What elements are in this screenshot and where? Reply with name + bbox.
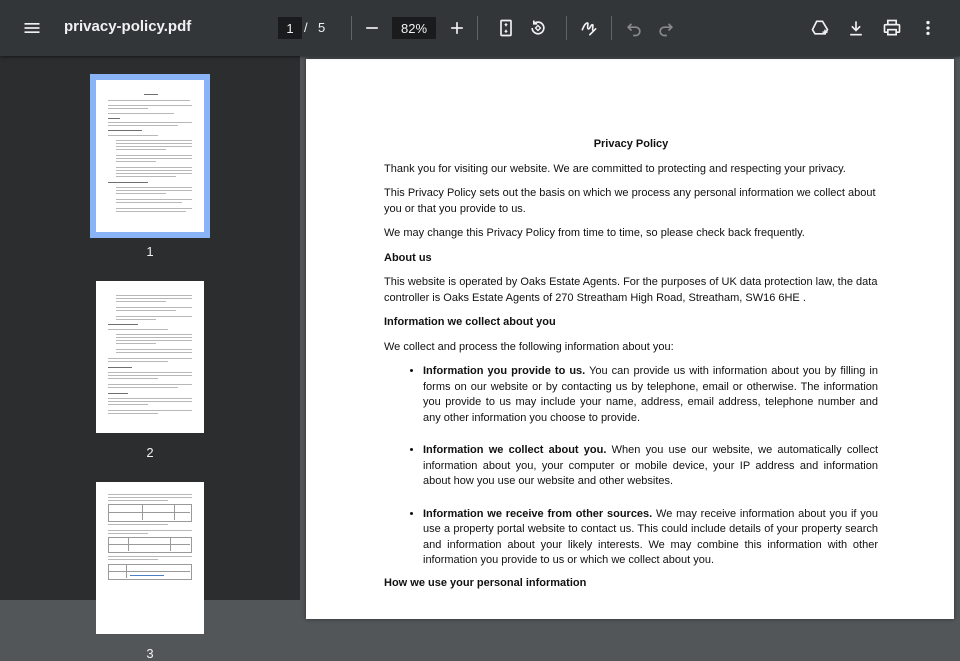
zoom-in-button[interactable] <box>441 12 473 44</box>
intro-paragraph: Thank you for visiting our website. We are committed to protecting and respecting your privacy. <box>384 162 846 175</box>
thumbnail-label-3: 3 <box>146 646 154 661</box>
page-separator: / <box>304 20 308 35</box>
page-thumbnail-2[interactable] <box>96 281 204 433</box>
rotate-button[interactable] <box>522 12 554 44</box>
list-item-text: When you use our website, we automatically collect information about you, your computer or mobile device, your IP address and information about how you use our website and other websites. <box>423 444 879 487</box>
minus-icon <box>362 18 382 38</box>
document-viewer[interactable] <box>300 56 960 600</box>
pdf-page <box>306 59 954 619</box>
section-heading: How we use your personal information <box>384 576 587 589</box>
page-number-input[interactable] <box>278 17 302 39</box>
collect-list <box>384 364 878 569</box>
section-heading: Information we collect about you <box>384 316 556 328</box>
list-item-bold: Information we collect about you. <box>423 444 607 456</box>
page-total: 5 <box>318 20 326 35</box>
download-button[interactable] <box>840 12 872 44</box>
drive-add-button[interactable] <box>804 12 836 44</box>
menu-icon[interactable] <box>16 12 48 44</box>
thumbnail-label-1: 1 <box>146 244 154 259</box>
thumbnail-label-2: 2 <box>146 445 154 460</box>
fit-to-page-button[interactable] <box>490 12 522 44</box>
more-vert-icon <box>918 18 938 38</box>
pdf-toolbar <box>0 0 960 56</box>
list-item <box>423 443 878 490</box>
list-item-bold: Information we receive from other sources. <box>423 507 653 520</box>
print-button[interactable] <box>876 12 908 44</box>
page-thumbnail-1[interactable] <box>96 80 204 232</box>
zoom-input[interactable] <box>392 17 436 39</box>
list-item <box>423 364 878 426</box>
thumbnail-sidebar <box>0 56 300 661</box>
printer-icon <box>882 18 902 38</box>
file-name: privacy-policy.pdf <box>64 18 192 35</box>
page-content <box>384 137 878 600</box>
list-item-text: We may receive information about you if you use a property portal website to contact us. This could include details of your property search and information about your likely interests. We may combine this information with other information you provide to us or which we collect about you. <box>423 507 878 566</box>
download-icon <box>846 18 866 38</box>
list-item-text: You can provide us with information about you by filling in forms on our website or by contacting us by telephone, email or otherwise. The information you provide to us may include your name, address, email address, telephone number and any other information you choose to provide. <box>423 365 878 424</box>
fit-page-icon <box>496 18 516 38</box>
intro-paragraph: This Privacy Policy sets out the basis on which we process any personal information we collect about you or that you provide to us. <box>384 187 876 215</box>
page-thumbnail-3[interactable] <box>96 482 204 634</box>
pen-scribble-icon <box>579 18 599 38</box>
toolbar-divider <box>351 16 352 40</box>
section-heading: About us <box>384 251 432 264</box>
drive-add-icon <box>810 18 830 38</box>
more-actions-button[interactable] <box>912 12 944 44</box>
undo-icon <box>624 18 644 38</box>
undo-button[interactable] <box>618 12 650 44</box>
redo-icon <box>656 18 676 38</box>
list-item <box>423 507 878 569</box>
about-paragraph: This website is operated by Oaks Estate Agents. For the purposes of UK data protection law, the data controller is Oaks Estate Agents of 270 Streatham High Road, Streatham, SW16 6HE . <box>384 276 878 304</box>
annotate-button[interactable] <box>573 12 605 44</box>
collect-intro: We collect and process the following information about you: <box>384 340 674 353</box>
plus-icon <box>447 18 467 38</box>
rotate-icon <box>528 18 548 38</box>
toolbar-divider <box>477 16 478 40</box>
intro-paragraph: We may change this Privacy Policy from time to time, so please check back frequently. <box>384 227 805 239</box>
redo-button[interactable] <box>650 12 682 44</box>
list-item-bold: Information you provide to us. <box>423 365 586 377</box>
zoom-out-button[interactable] <box>356 12 388 44</box>
document-title: Privacy Policy <box>593 138 669 150</box>
toolbar-divider <box>566 16 567 40</box>
toolbar-divider <box>611 16 612 40</box>
